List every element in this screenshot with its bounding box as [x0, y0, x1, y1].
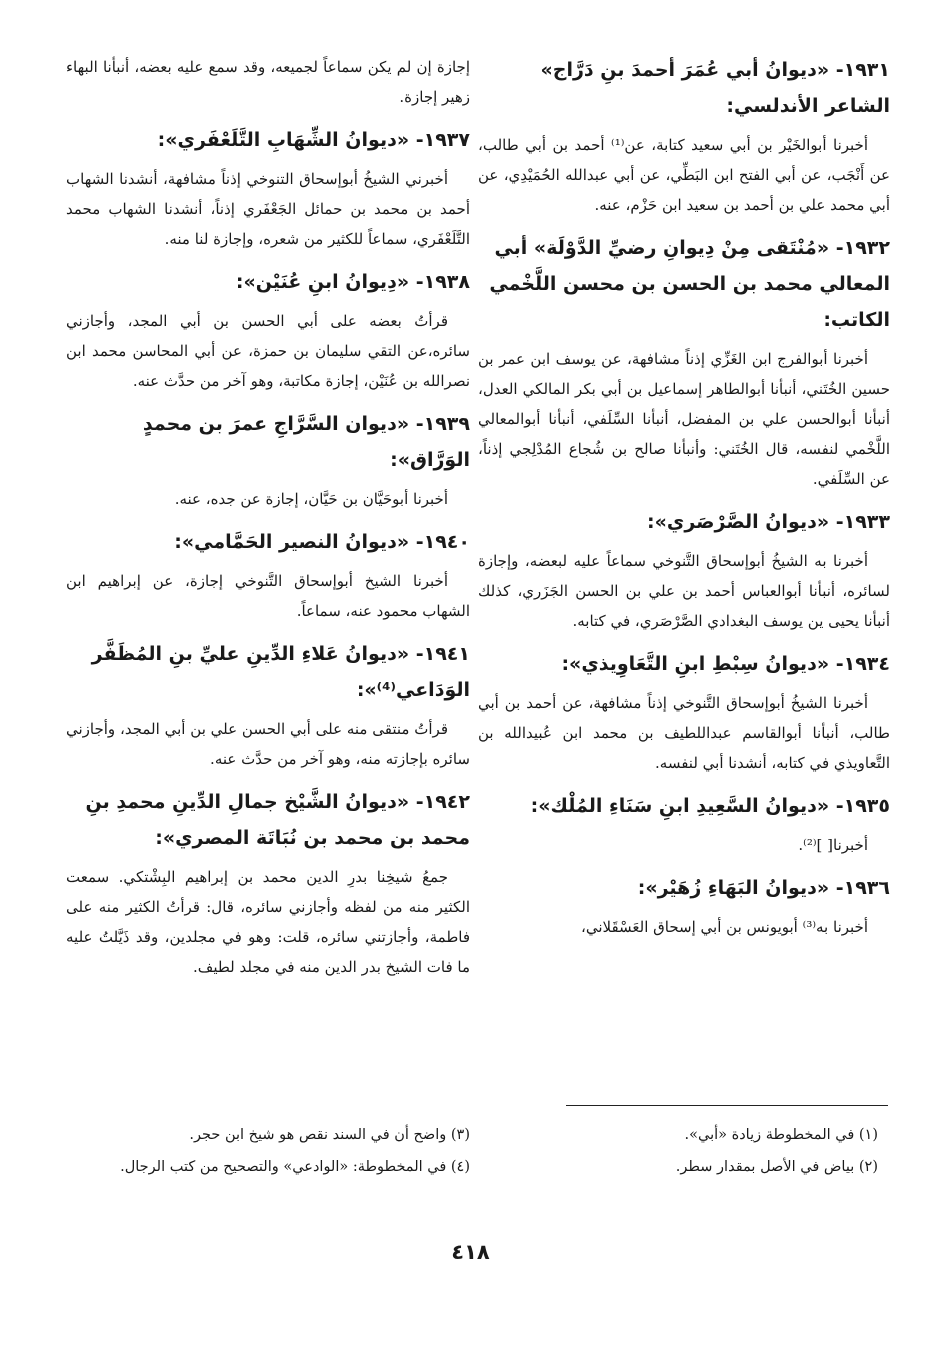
entry-paragraph: أخبرنا أبوالفرج ابن الغَزِّي إذناً مشافهة، عن يوسف ابن عمر بن حسين الخُتَني، أنبأنا أبوالطاهر إسماعيل بن أبي بكر المالكي العدل، أنبأنا أبوالحسن علي بن المفضل، أنبأنا السِّلَفي، أنبأنا أبوالمعالي اللَّخْمي لنفسه، قال الخُتَني: وأنبأنا صالح بن شُجاع المُدْلِجي إذناً، عن السِّلَفي. — [478, 350, 890, 488]
right-column — [478, 52, 890, 952]
footnotes-left — [100, 1122, 470, 1186]
entry-heading: ١٩٣٤- «ديوانُ سِبْطِ ابنِ التَّعَاوِيذي»: — [561, 653, 890, 675]
entry-heading: ١٩٣١- «ديوانُ أبي عُمَرَ أحمدَ بنِ دَرَّاج» الشاعر الأندلسي: — [540, 59, 890, 117]
entry-heading: ١٩٣٦- «ديوانُ البَهَاءِ زُهَيْر»: — [637, 877, 890, 899]
footnote: (٢) بياض في الأصل بمقدار سطر. — [675, 1159, 878, 1175]
entry-paragraph: جمعُ شيخِنا بدرِ الدين محمد بن إبراهيم البِشْتكي. سمعت الكثير منه من لفظه وأجازني سائره، قال: قرأتُ الكثير منه على فاطمة، وأجازتني سائره، قلت: وهو في مجلدين، وقد ذَيَّلتُ عليه ما فات الشيخ بدر الدين منه في مجلد لطيف. — [66, 868, 470, 976]
footnotes-right — [478, 1122, 878, 1186]
footnote: (٤) في المخطوطة: «الوادعي» والتصحيح من كتب الرجال. — [120, 1159, 470, 1175]
footnote-separator — [566, 1105, 888, 1106]
entry-paragraph: أخبرنا أبوالخَيْر بن أبي سعيد كتابة، عن⁽¹⁾ أحمد بن أبي طالب، عن أَنْجَب، عن أبي الفتح ابن البَطِّي، عن أبي عبدالله الحُمَيْدِي، عن أبي محمد علي بن أحمد بن سعيد ابن حَزْم، عنه. — [478, 136, 890, 214]
entry-paragraph: أخبرنا به الشيخُ أبوإسحاق التَّنوخي سماعاً عليه لبعضه، وإجازة لسائره، أنبأنا أبوالعباس أحمد بن علي بن الحسن الجَزَري، كذلك أنبأنا يحيى ين يوسف البغدادي الصَّرْصَري، في كتابه. — [478, 552, 890, 630]
entry-heading: ١٩٣٣- «ديوانُ الصَّرْصَري»: — [647, 511, 890, 533]
entry-heading: ١٩٣٢- «مُنْتَقى مِنْ دِيوانِ رضيِّ الدَّوْلَة» أبي المعالي محمد بن الحسن بن محسن اللَّخْمي الكاتب: — [489, 237, 890, 331]
page-number: ٤١٨ — [451, 1240, 490, 1264]
entry-paragraph: أخبرني الشيخُ أبوإسحاق التنوخي إذناً مشافهة، أنشدنا الشهاب أحمد بن محمد بن حمائل الجَعْفَري إذناً، أنشدنا الشهاب محمد التَّلَعْفَري، سماعاً للكثير من شعره، وإجازة لنا منه. — [66, 170, 470, 248]
entry-heading: ١٩٣٥- «ديوانُ السَّعِيدِ ابنِ سَنَاءِ المُلْك»: — [530, 795, 890, 817]
entry-paragraph: إجازة إن لم يكن سماعاً لجميعه، وقد سمع عليه بعضه، أنبأنا البهاء زهير إجازة. — [66, 58, 470, 106]
entry-heading: ١٩٤٢- «ديوانُ الشَّيْخ جمالِ الدِّينِ محمدِ بنِ محمد بن محمد بن نُبَاتَة المصري»: — [85, 791, 470, 849]
entry-paragraph: أخبرنا أبوحَيَّان بن حَيَّان، إجازة عن جده، عنه. — [174, 490, 448, 508]
entry-paragraph: أخبرنا به⁽³⁾ أبويونس بن أبي إسحاق العَسْقَلاني، — [580, 918, 868, 936]
entry-heading: ١٩٤١- «ديوانُ عَلاءِ الدِّينِ عليِّ بنِ المُظَفَّر الوَدَاعي⁽⁴⁾»: — [91, 643, 470, 701]
entry-heading: ١٩٣٩- «ديوان السَّرَّاجِ عمرَ بن محمدٍ الوَرَّاق»: — [142, 413, 470, 471]
entry-paragraph: أخبرنا[ ]⁽²⁾. — [798, 836, 868, 854]
left-column — [66, 52, 470, 992]
entry-paragraph: قرأتُ بعضه على أبي الحسن بن أبي المجد، وأجازني سائره،عن التقي سليمان بن حمزة، عن أبي المحاسن محمد ابن نصرالله بن عُنَيْن، إجازة مكاتبة، وهو آخر من حدَّث عنه. — [66, 312, 470, 390]
entry-paragraph: أخبرنا الشيخ أبوإسحاق التَّنوخي إجازة، عن إبراهيم ابن الشهاب محمود عنه، سماعاً. — [66, 572, 470, 620]
footnote: (٣) واضح أن في السند نقص هو شيخ ابن حجر. — [189, 1127, 470, 1143]
footnote: (١) في المخطوطة زيادة «أبي». — [684, 1127, 878, 1143]
entry-paragraph: أخبرنا الشيخُ أبوإسحاق التَّنوخي إذناً مشافهة، عن أحمد بن أبي طالب، أنبأنا أبوالقاسم عبداللطيف بن محمد ابن عُبيدالله بن التَّعاويذي في كتابه، أنشدنا أبي لنفسه. — [478, 694, 890, 772]
entry-heading: ١٩٣٨- «دِيوانُ ابنِ عُنَيْن»: — [235, 271, 470, 293]
entry-paragraph: قرأتُ منتقى منه على أبي الحسن علي بن أبي المجد، وأجازني سائره بإجازته منه، وهو آخر من حدَّث عنه. — [66, 720, 470, 768]
entry-heading: ١٩٣٧- «ديوانُ الشِّهَابِ التَّلَعْفَري»: — [157, 129, 470, 151]
entry-heading: ١٩٤٠- «ديوانُ النصير الحَمَّامي»: — [174, 531, 470, 553]
